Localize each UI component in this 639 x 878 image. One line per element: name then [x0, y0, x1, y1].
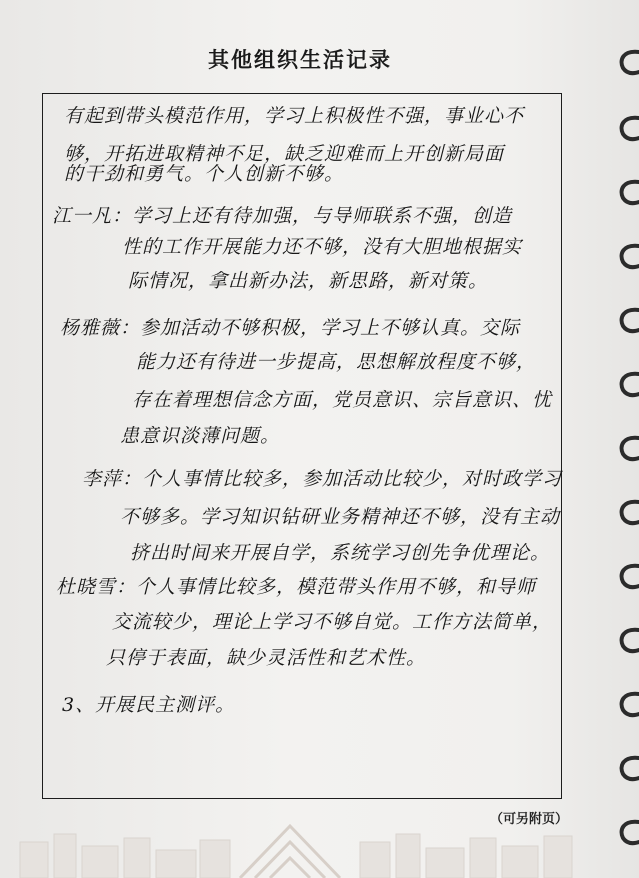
handwritten-line: 只停于表面，缺少灵活性和艺术性。	[106, 647, 427, 669]
handwritten-line: 交流较少，理论上学习不够自觉。工作方法简单，	[112, 611, 553, 633]
page-title: 其他组织生活记录	[208, 48, 392, 72]
handwritten-line: 杜晓雪：个人事情比较多，模范带头作用不够，和导师	[56, 576, 537, 598]
handwritten-line: 不够多。学习知识钻研业务精神还不够，没有主动	[120, 506, 561, 528]
handwritten-line: 能力还有待进一步提高，思想解放程度不够，	[136, 351, 537, 373]
handwritten-line: 患意识淡薄问题。	[120, 425, 281, 447]
handwritten-line: 李萍：个人事情比较多，参加活动比较少，对时政学习	[82, 468, 563, 490]
handwritten-line: 江一凡：学习上还有待加强，与导师联系不强，创造	[52, 205, 513, 227]
handwritten-line: 际情况，拿出新办法，新思路，新对策。	[128, 270, 489, 292]
handwritten-line: 有起到带头模范作用，学习上积极性不强，事业心不	[64, 105, 525, 127]
handwritten-line: 性的工作开展能力还不够，没有大胆地根据实	[122, 236, 523, 258]
footer-decoration	[0, 820, 600, 878]
handwritten-line: 够，开拓进取精神不足，缺乏迎难而上开创新局面	[64, 143, 505, 165]
handwritten-line: 挤出时间来开展自学，系统学习创先争优理论。	[130, 542, 551, 564]
handwritten-line: 3、开展民主测评。	[62, 694, 236, 716]
spiral-binding	[599, 0, 639, 878]
attachment-note: （可另附页）	[490, 812, 569, 827]
handwritten-line: 的干劲和勇气。个人创新不够。	[64, 163, 345, 185]
handwritten-line: 存在着理想信念方面，党员意识、宗旨意识、忧	[132, 389, 553, 411]
handwritten-line: 杨雅薇：参加活动不够积极，学习上不够认真。交际	[60, 317, 521, 339]
